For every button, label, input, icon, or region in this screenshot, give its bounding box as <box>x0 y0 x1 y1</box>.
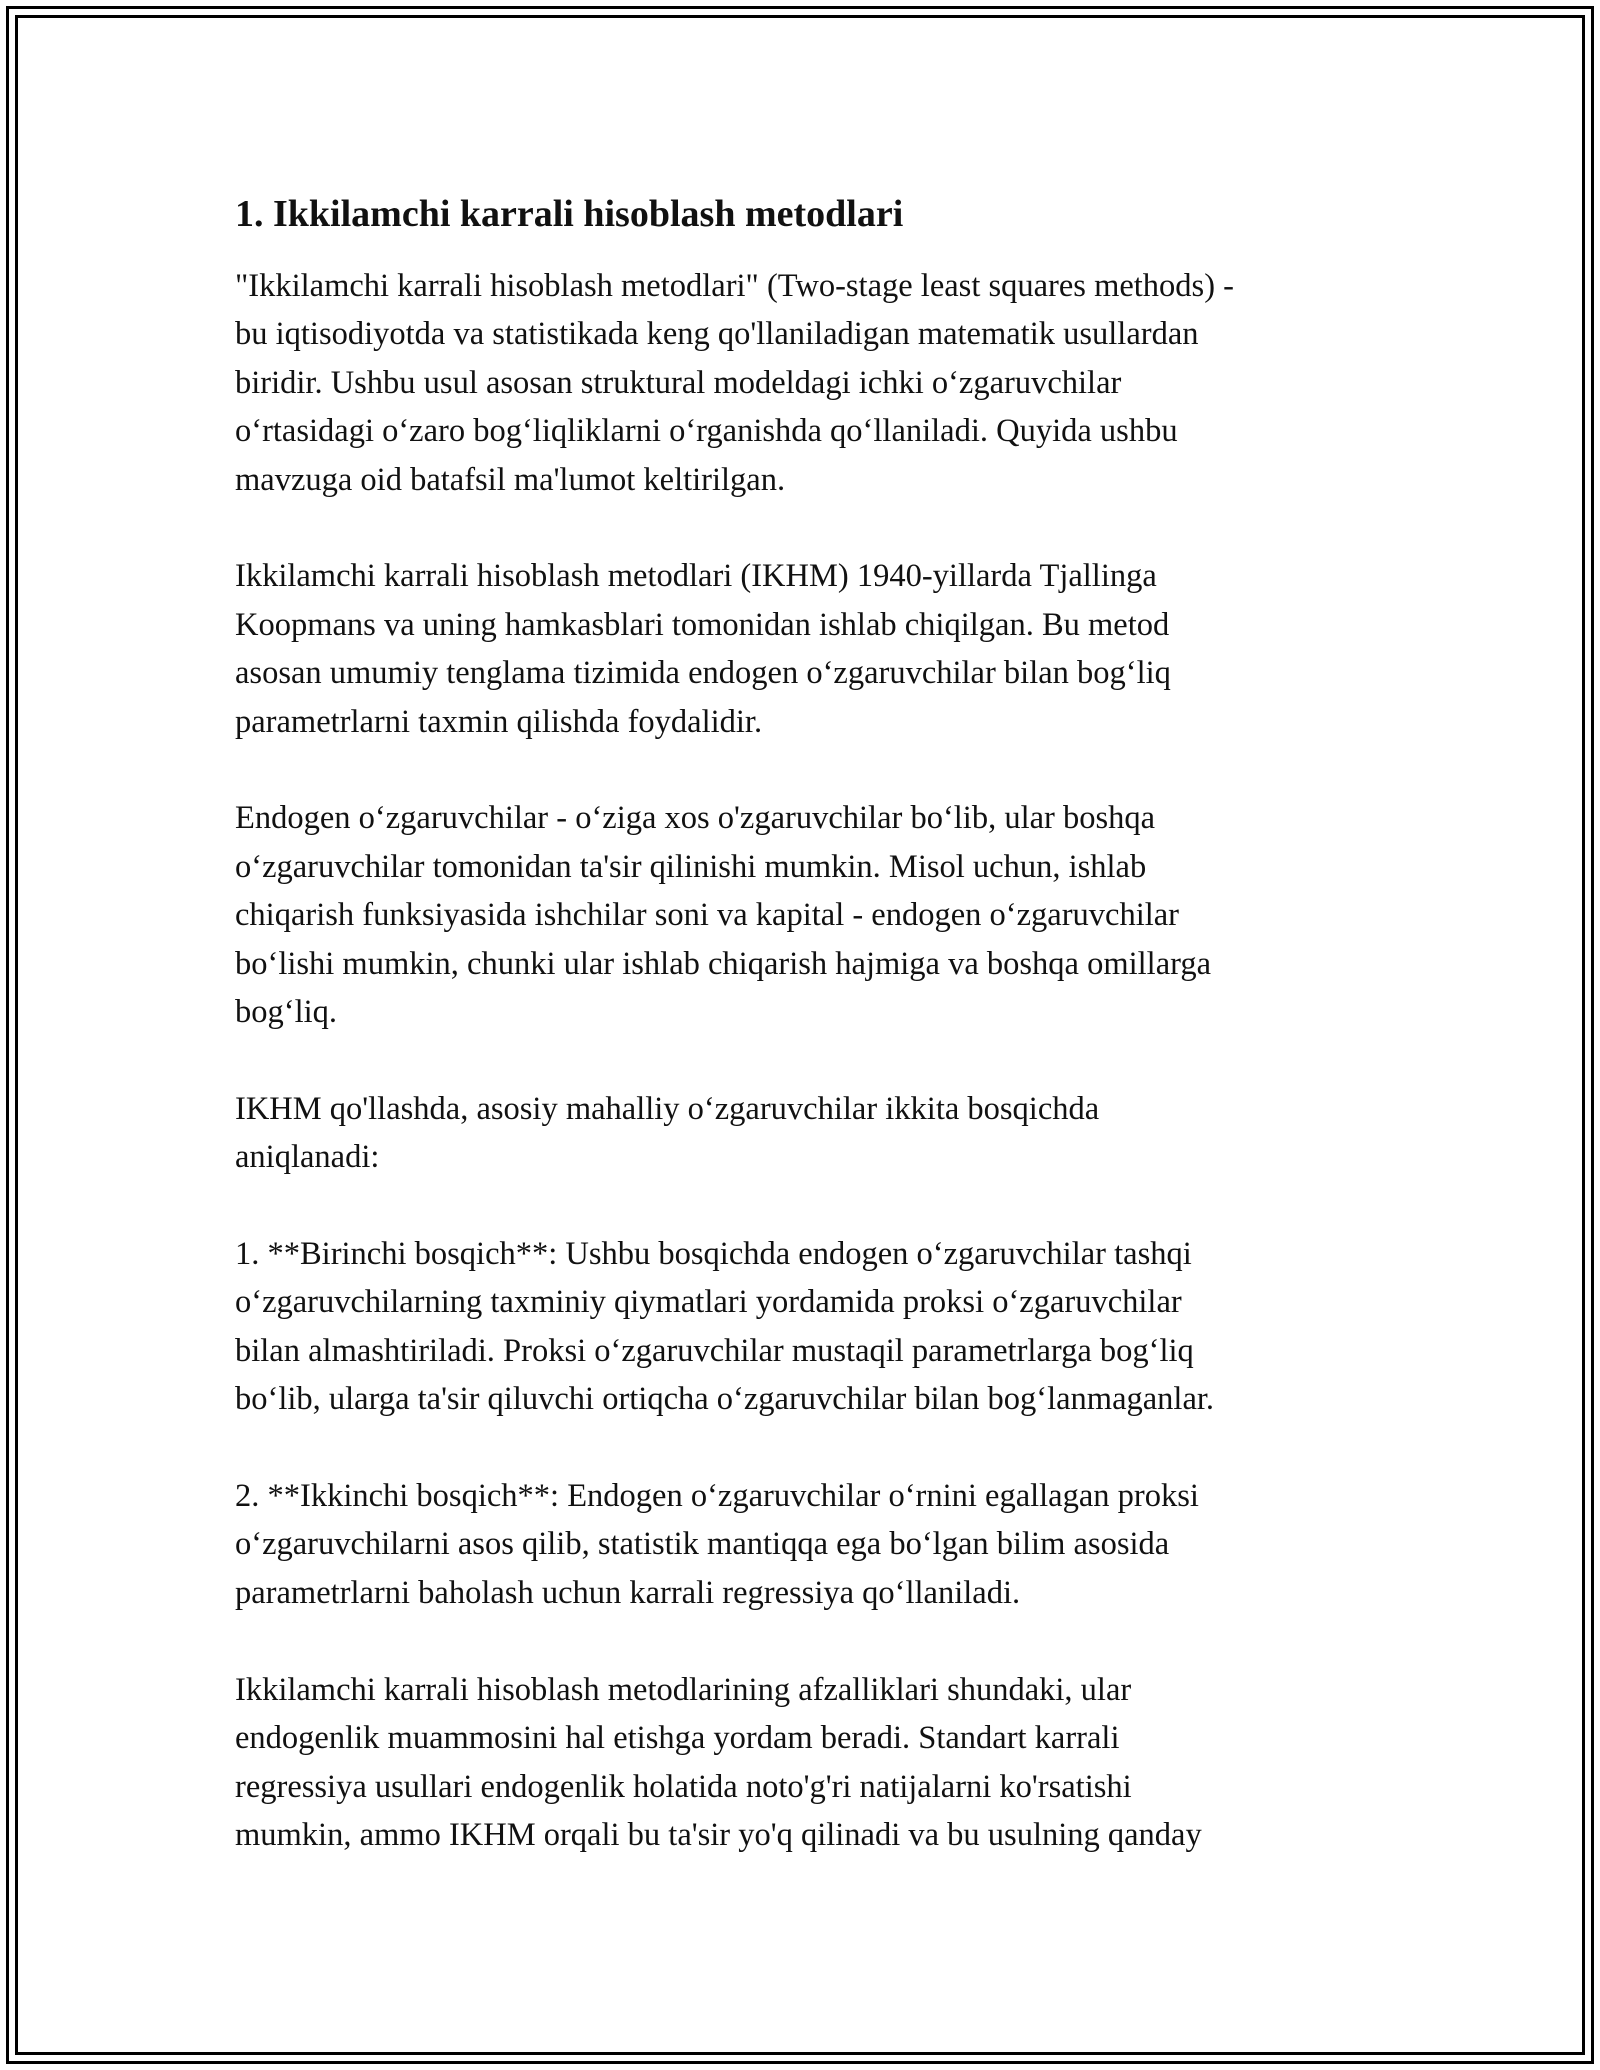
paragraph-stage-2 <box>235 1472 1375 1617</box>
text-line: biridir. Ushbu usul asosan struktural modeldagi ichki oʻzgaruvchilar <box>235 364 1122 401</box>
text-line: parametrlarni baholash uchun karrali regressiya qoʻllaniladi. <box>235 1574 1021 1611</box>
text-line: bogʻliq. <box>235 994 338 1031</box>
text-line: bilan almashtiriladi. Proksi oʻzgaruvchilar mustaqil parametrlarga bogʻliq <box>235 1332 1194 1369</box>
text-line: 1. **Birinchi bosqich**: Ushbu bosqichda endogen oʻzgaruvchilar tashqi <box>235 1236 1192 1273</box>
paragraph-endogenous <box>235 794 1375 1036</box>
text-line: Ikkilamchi karrali hisoblash metodlari (IKHM) 1940-yillarda Tjallinga <box>235 558 1157 595</box>
text-line: Ikkilamchi karrali hisoblash metodlarining afzalliklari shundaki, ular <box>235 1671 1132 1708</box>
document-body <box>235 186 1375 1908</box>
text-line: Koopmans va uning hamkasblari tomonidan ishlab chiqilgan. Bu metod <box>235 606 1170 643</box>
text-line: "Ikkilamchi karrali hisoblash metodlari" (Two-stage least squares methods) - <box>235 268 1234 304</box>
text-line: regressiya usullari endogenlik holatida noto'g'ri natijalarni ko'rsatishi <box>235 1768 1132 1805</box>
text-line: parametrlarni taxmin qilishda foydalidir. <box>235 703 763 740</box>
paragraph-stage-1 <box>235 1230 1375 1424</box>
text-line: boʻlishi mumkin, chunki ular ishlab chiqarish hajmiga va boshqa omillarga <box>235 945 1212 982</box>
text-line: oʻzgaruvchilarni asos qilib, statistik mantiqqa ega boʻlgan bilim asosida <box>235 1526 1170 1563</box>
text-line: mavzuga oid batafsil ma'lumot keltirilgan. <box>235 461 786 498</box>
text-line: bu iqtisodiyotda va statistikada keng qo'llaniladigan matematik usullardan <box>235 316 1199 353</box>
text-line: boʻlib, ularga ta'sir qiluvchi ortiqcha oʻzgaruvchilar bilan bogʻlanmaganlar. <box>235 1381 1215 1418</box>
paragraph-stages-intro <box>235 1085 1375 1182</box>
text-line: oʻrtasidagi oʻzaro bogʻliqliklarni oʻrganishda qoʻllaniladi. Quyida ushbu <box>235 413 1178 450</box>
text-line: 2. **Ikkinchi bosqich**: Endogen oʻzgaruvchilar oʻrnini egallagan proksi <box>235 1478 1199 1515</box>
text-line: aniqlanadi: <box>235 1139 380 1176</box>
text-line: oʻzgaruvchilar tomonidan ta'sir qilinishi mumkin. Misol uchun, ishlab <box>235 848 1147 885</box>
paragraph-history <box>235 552 1375 746</box>
text-line: chiqarish funksiyasida ishchilar soni va kapital - endogen oʻzgaruvchilar <box>235 897 1180 934</box>
text-line: IKHM qo'llashda, asosiy mahalliy oʻzgaruvchilar ikkita bosqichda <box>235 1090 1100 1127</box>
text-line: mumkin, ammo IKHM orqali bu ta'sir yo'q qilinadi va bu usulning qanday <box>235 1816 1202 1853</box>
text-line: Endogen oʻzgaruvchilar - oʻziga xos o'zgaruvchilar boʻlib, ular boshqa <box>235 800 1156 837</box>
paragraph-advantages <box>235 1666 1375 1860</box>
text-line: asosan umumiy tenglama tizimida endogen oʻzgaruvchilar bilan bogʻliq <box>235 655 1171 692</box>
text-line: endogenlik muammosini hal etishga yordam beradi. Standart karrali <box>235 1720 1120 1757</box>
text-line: oʻzgaruvchilarning taxminiy qiymatlari yordamida proksi oʻzgaruvchilar <box>235 1284 1182 1321</box>
paragraph-intro <box>235 262 1375 504</box>
document-title: 1. Ikkilamchi karrali hisoblash metodlari <box>235 193 904 235</box>
